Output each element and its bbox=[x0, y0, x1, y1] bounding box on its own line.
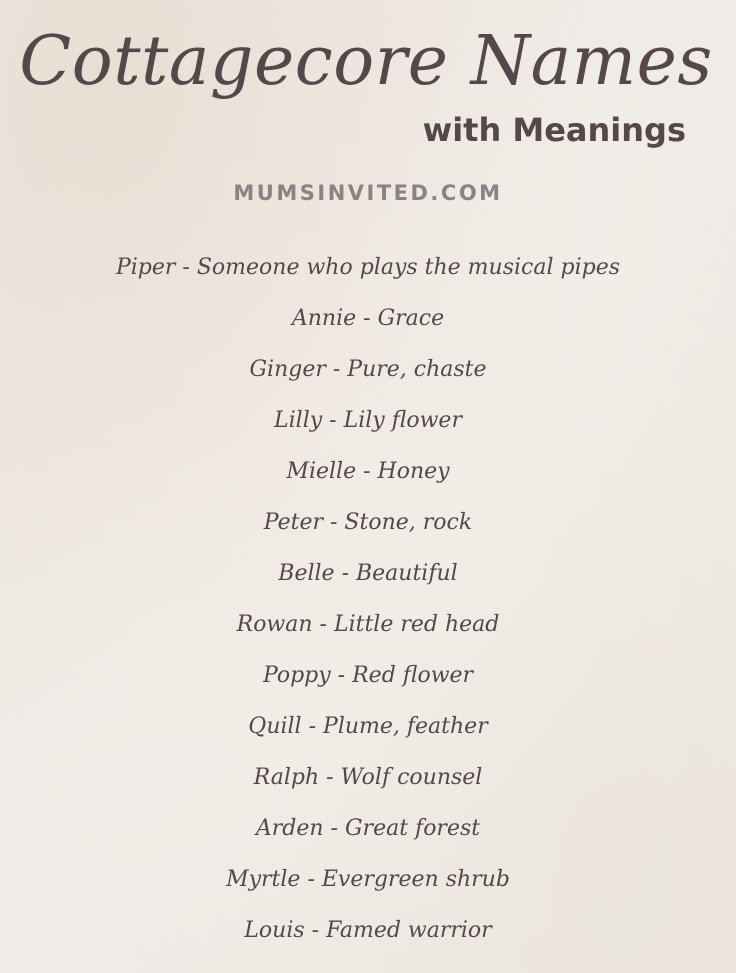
list-item: Belle - Beautiful bbox=[278, 561, 458, 586]
list-item: Peter - Stone, rock bbox=[263, 510, 473, 535]
list-item: Ralph - Wolf counsel bbox=[253, 765, 483, 790]
list-item: Rowan - Little red head bbox=[236, 612, 500, 637]
list-item: Louis - Famed warrior bbox=[244, 918, 492, 943]
list-item: Mielle - Honey bbox=[286, 459, 450, 484]
list-item: Ginger - Pure, chaste bbox=[249, 357, 487, 382]
list-item: Annie - Grace bbox=[291, 306, 445, 331]
list-item: Piper - Someone who plays the musical pipes bbox=[115, 255, 621, 280]
name-list bbox=[0, 248, 736, 962]
page-subtitle: with Meanings bbox=[422, 111, 686, 149]
list-item: Myrtle - Evergreen shrub bbox=[226, 867, 510, 892]
site-label: MUMSINVITED.COM bbox=[233, 181, 503, 205]
list-item: Lilly - Lily flower bbox=[274, 408, 462, 433]
list-item: Arden - Great forest bbox=[255, 816, 481, 841]
page-title: Cottagecore Names bbox=[19, 22, 713, 101]
list-item: Poppy - Red flower bbox=[262, 663, 474, 688]
list-item: Quill - Plume, feather bbox=[248, 714, 488, 739]
